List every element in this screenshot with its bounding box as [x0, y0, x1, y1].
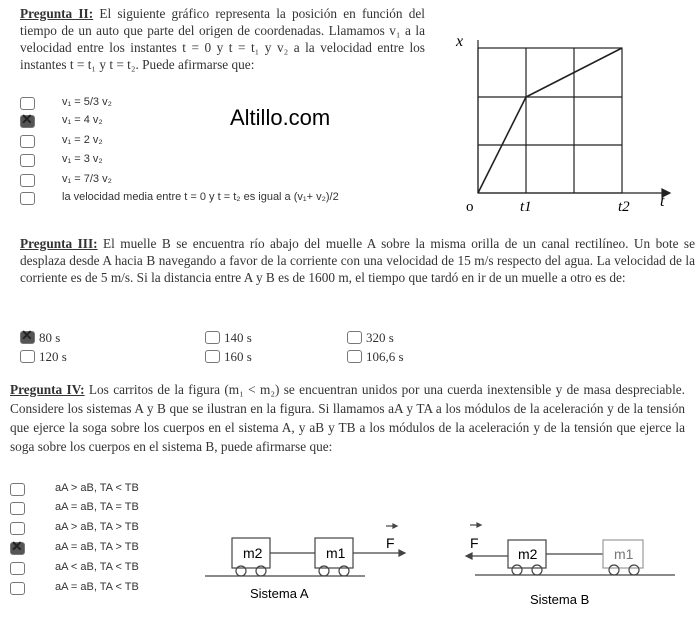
question-3-title: Pregunta III: [20, 236, 98, 251]
question-4-body: Los carritos de la figura (m₁ < m₂) se encuentran unidos por una cuerda inextensible y de masa despreciable. Considere los sistemas A y B que se ilustran en la figura. Si llamamos aA y TA a los módulos de la aceleración y de la tensión que ejerce la soga sobre los cuerpos en el sistema A, y aB y TB a los módulos de la aceleración y de la tensión que ejerce la soga sobre los cuerpos en el sistema B, puede afirmarse que: [10, 382, 686, 454]
answer-label: 80 s [39, 330, 61, 345]
answer-label: aA < aB, TA < TB [55, 561, 139, 573]
answer-label: 106,6 s [366, 349, 404, 364]
answer-checkbox[interactable] [20, 192, 35, 205]
answer-label: v₁ = 5/3 v₂ [62, 96, 112, 108]
m1-label-a: m1 [326, 545, 346, 561]
grid [478, 48, 622, 193]
answer-label: 320 s [366, 330, 394, 345]
answer-checkbox[interactable] [205, 350, 220, 363]
answer-checkbox[interactable] [205, 331, 220, 344]
answer-checkbox[interactable] [10, 582, 25, 595]
answer-checkbox[interactable] [10, 542, 25, 555]
t1-label: t1 [520, 199, 532, 215]
origin-label: o [466, 199, 474, 215]
question-2-title: Pregunta II: [20, 6, 94, 21]
answer-label: v₁ = 7/3 v₂ [62, 173, 112, 185]
answer-checkbox[interactable] [20, 331, 35, 344]
answer-checkbox[interactable] [20, 154, 35, 167]
position-line [478, 48, 622, 193]
y-axis-label: x [456, 33, 464, 50]
m2-label-a: m2 [243, 545, 263, 561]
answer-checkbox[interactable] [20, 350, 35, 363]
answer-label: aA = aB, TA < TB [55, 581, 139, 593]
answer-checkbox[interactable] [347, 331, 362, 344]
carts-figure [200, 520, 700, 615]
answer-label: aA = aB, TA > TB [55, 541, 139, 553]
question-2-body: El siguiente gráfico representa la posición en función del tiempo de un auto que parte del origen de coordenadas. Llamamos v₁ a la velocidad entre los instantes t = 0 y t = t₁ y v₂ a la velocidad entre los instantes t = t₁ y t = t₂. Puede afirmarse que: [20, 6, 425, 72]
answer-label: 160 s [224, 349, 252, 364]
system-a-label: Sistema A [250, 586, 309, 601]
answer-checkbox[interactable] [20, 135, 35, 148]
answer-label: la velocidad media entre t = 0 y t = t₂ es igual a (v₁+ v₂)/2 [62, 191, 339, 203]
question-3-text [20, 235, 695, 286]
system-b-label: Sistema B [530, 592, 590, 607]
answer-label: v₁ = 3 v₂ [62, 153, 103, 165]
m2-label-b: m2 [518, 546, 538, 562]
force-label-a: F [386, 535, 395, 551]
question-2-text [20, 5, 425, 73]
watermark: Altillo.com [230, 105, 331, 130]
answer-label: aA = aB, TA = TB [55, 501, 139, 513]
answer-checkbox[interactable] [10, 502, 25, 515]
answer-label: aA > aB, TA > TB [55, 521, 139, 533]
answer-label: 140 s [224, 330, 252, 345]
answer-label: aA > aB, TA < TB [55, 482, 139, 494]
question-3-body: El muelle B se encuentra río abajo del muelle A sobre la misma orilla de un canal rectilíneo. Un bote se desplaza desde A hacia B navegando a favor de la corriente con una velocidad de 15 m/s respecto del agua. La velocidad de la corriente es de 5 m/s. Si la distancia entre A y B es de 1600 m, el tiempo que tardó en ir de un muelle a otro es de: [20, 236, 695, 285]
answer-label: v₁ = 4 v₂ [62, 114, 103, 126]
answer-checkbox[interactable] [20, 115, 35, 128]
answer-checkbox[interactable] [10, 562, 25, 575]
t-axis-label: t [660, 193, 665, 210]
answer-checkbox[interactable] [347, 350, 362, 363]
answer-label: 120 s [39, 349, 67, 364]
answer-checkbox[interactable] [20, 97, 35, 110]
m1-label-b: m1 [614, 546, 634, 562]
question-4-text [10, 380, 685, 456]
answer-checkbox[interactable] [10, 522, 25, 535]
answer-checkbox[interactable] [10, 483, 25, 496]
answer-checkbox[interactable] [20, 174, 35, 187]
force-label-b: F [470, 535, 479, 551]
position-time-graph [440, 20, 680, 230]
answer-label: v₁ = 2 v₂ [62, 134, 103, 146]
question-4-title: Pregunta IV: [10, 382, 85, 397]
t2-label: t2 [618, 199, 630, 215]
